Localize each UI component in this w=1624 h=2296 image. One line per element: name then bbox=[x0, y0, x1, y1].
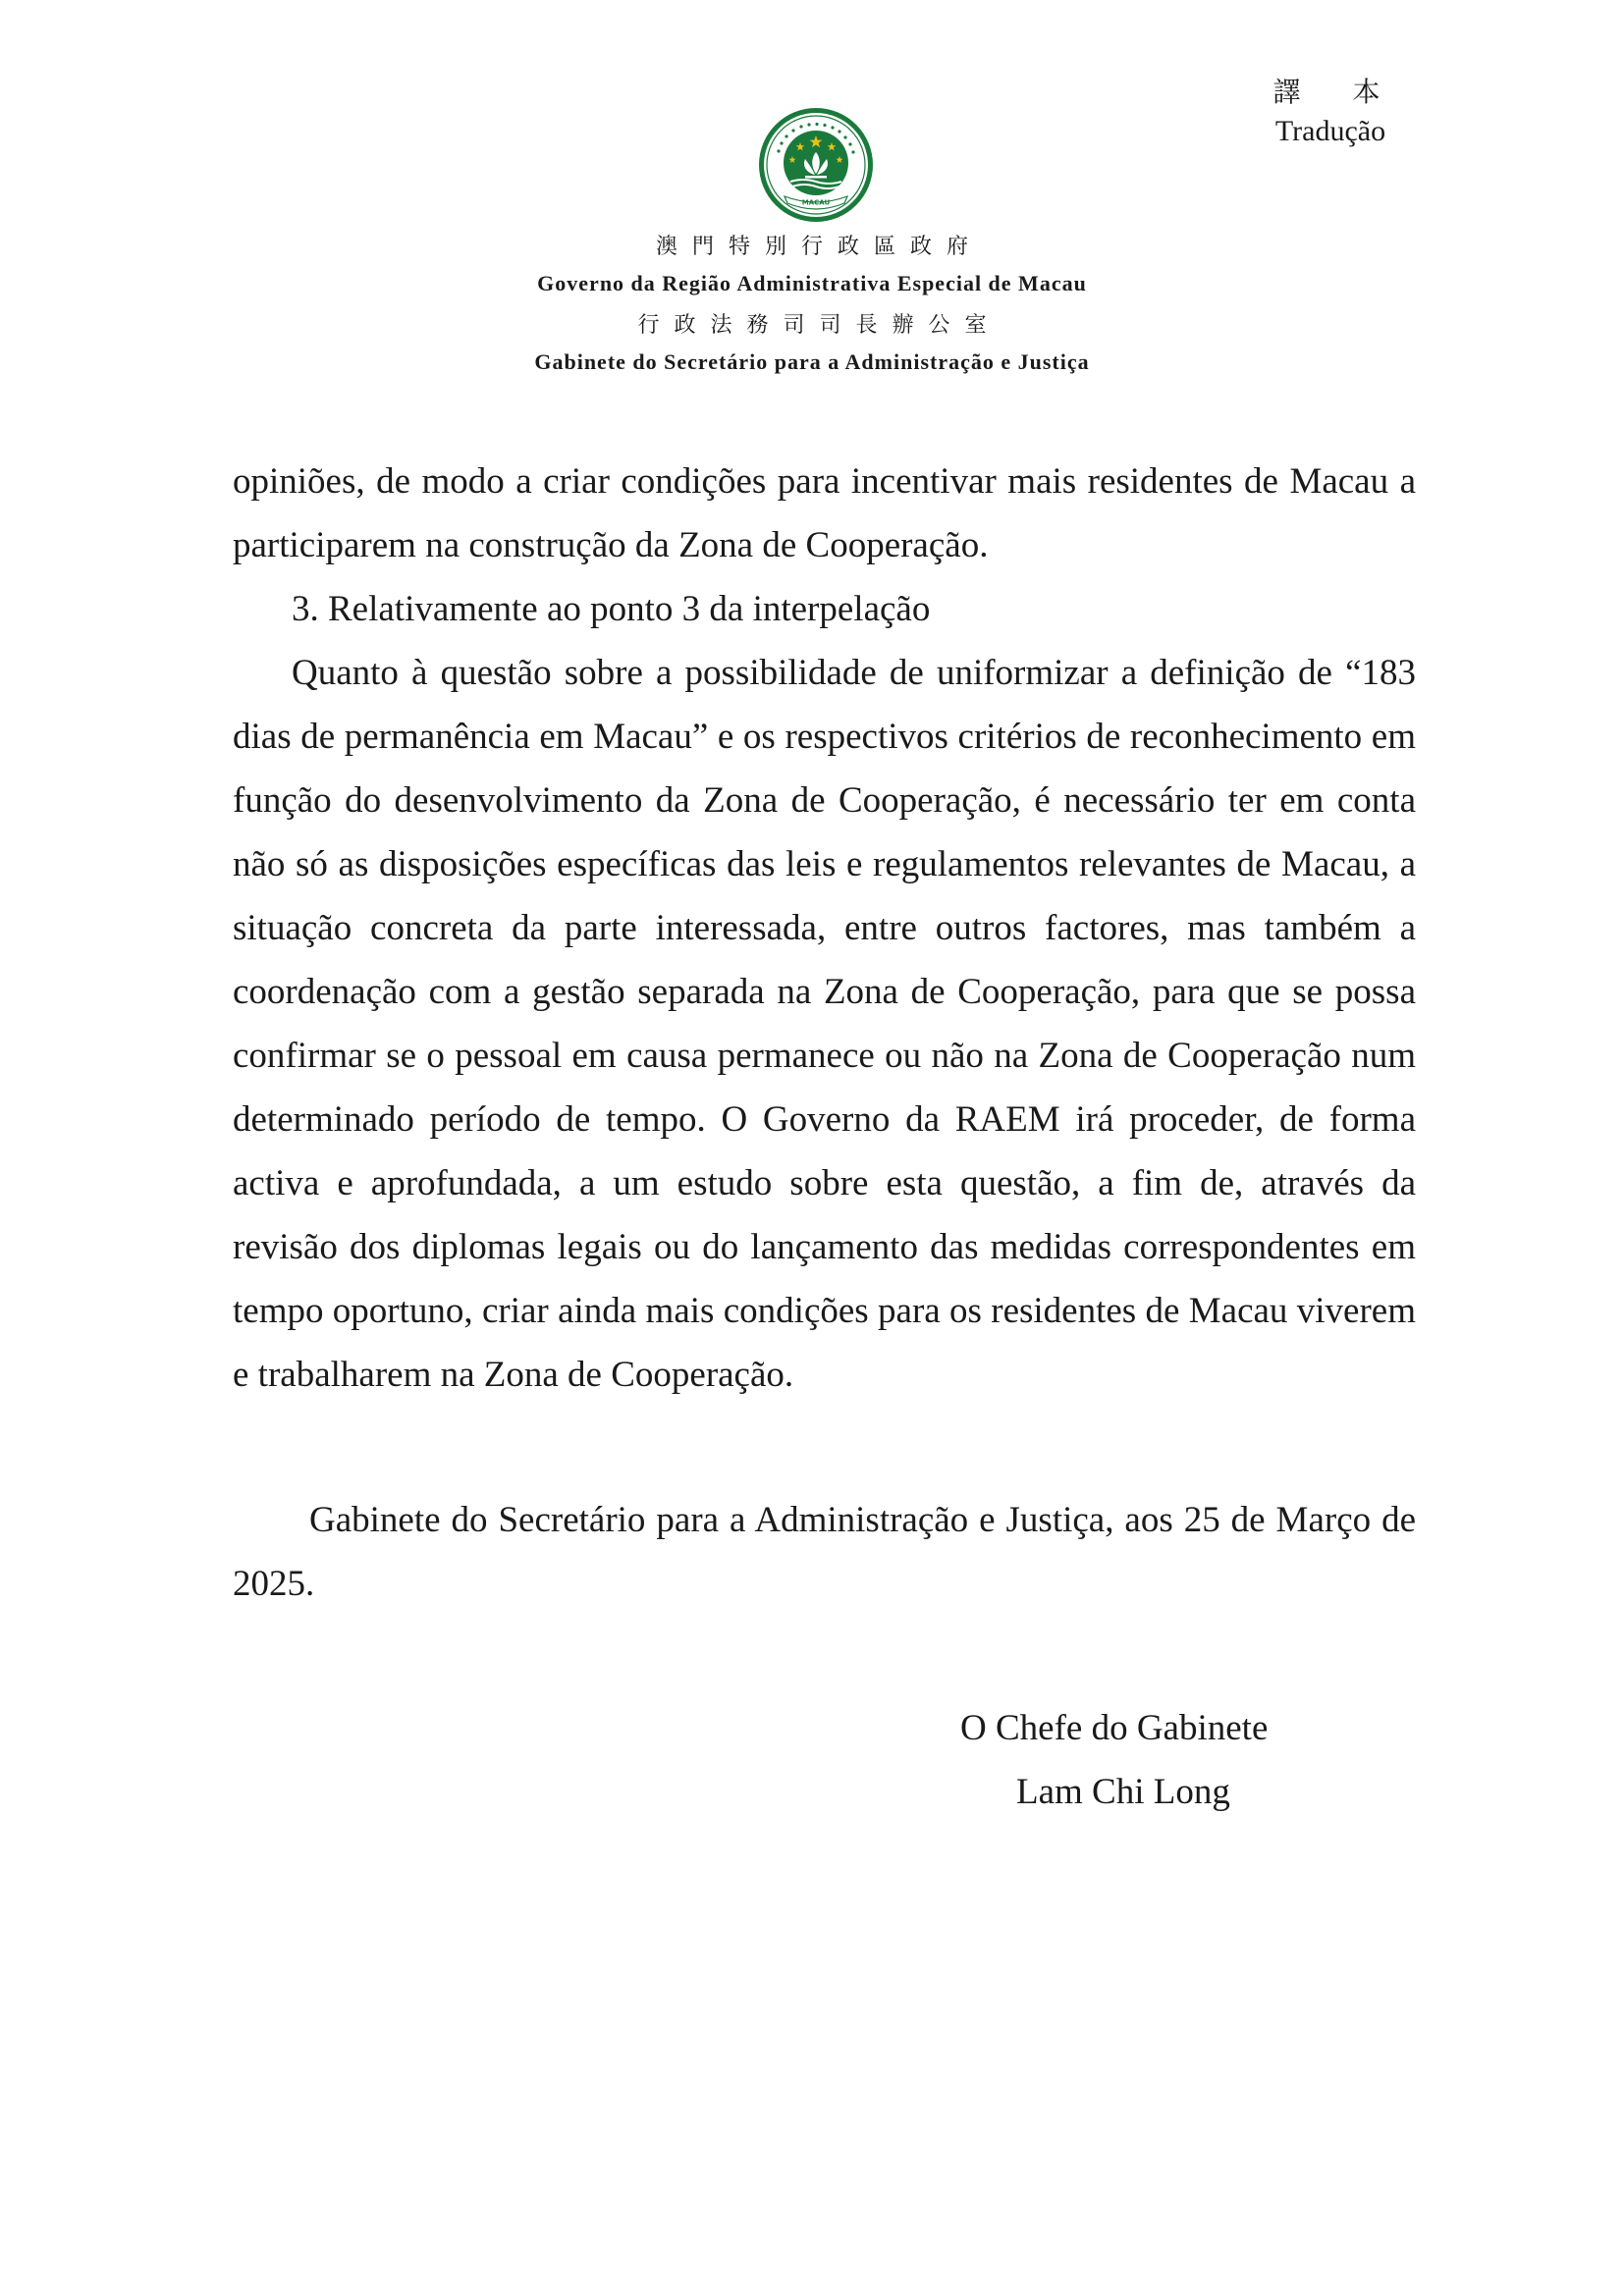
government-name-pt: Governo da Região Administrativa Especial de Macau bbox=[537, 271, 1087, 295]
signatory-title: O Chefe do Gabinete bbox=[960, 1708, 1269, 1748]
macau-emblem-logo bbox=[757, 106, 875, 224]
translation-mark-pt: Tradução bbox=[1274, 115, 1386, 147]
letterhead bbox=[321, 221, 1303, 378]
intro-paragraph: opiniões, de modo a criar condições para incentivar mais residentes de Macau a participarem na construção da Zona de Cooperação. bbox=[233, 461, 1416, 565]
document-body bbox=[233, 450, 1416, 1407]
signature-block bbox=[943, 1696, 1335, 1824]
office-name-pt: Gabinete do Secretário para a Administração e Justiça bbox=[534, 349, 1090, 374]
closing-place-date: Gabinete do Secretário para a Administração e Justiça, aos 25 de Março de 2025. bbox=[233, 1500, 1416, 1604]
government-name-zh: 澳門特別行政區政府 bbox=[655, 235, 983, 259]
translation-mark bbox=[1257, 73, 1404, 151]
point-3-answer-paragraph: Quanto à questão sobre a possibilidade de uniformizar a definição de “183 dias de permanência em Macau” e os respectivos critérios de reconhecimento em função do desenvolvimento da Zona de Cooperação, é necessário ter em conta não só as disposições específicas das leis e regulamentos relevantes de Macau, a situação concreta da parte interessada, entre outros factores, mas também a coordenação com a gestão separada na Zona de Cooperação, para que se possa confirmar se o pessoal em causa permanece ou não na Zona de Cooperação num determinado período de tempo. O Governo da RAEM irá proceder, de forma activa e aprofundada, a um estudo sobre esta questão, a fim de, através da revisão dos diplomas legais ou do lançamento das medidas correspondentes em tempo oportuno, criar ainda mais condições para os residentes de Macau viverem e trabalharem na Zona de Cooperação. bbox=[233, 653, 1416, 1395]
emblem-name-text: MACAU bbox=[801, 198, 831, 207]
point-3-heading: 3. Relativamente ao ponto 3 da interpelação bbox=[292, 589, 931, 629]
office-name-zh: 行政法務司司長辦公室 bbox=[637, 313, 1001, 338]
signatory-name: Lam Chi Long bbox=[1016, 1772, 1230, 1812]
translation-mark-zh: 譯 本 bbox=[1272, 76, 1402, 108]
